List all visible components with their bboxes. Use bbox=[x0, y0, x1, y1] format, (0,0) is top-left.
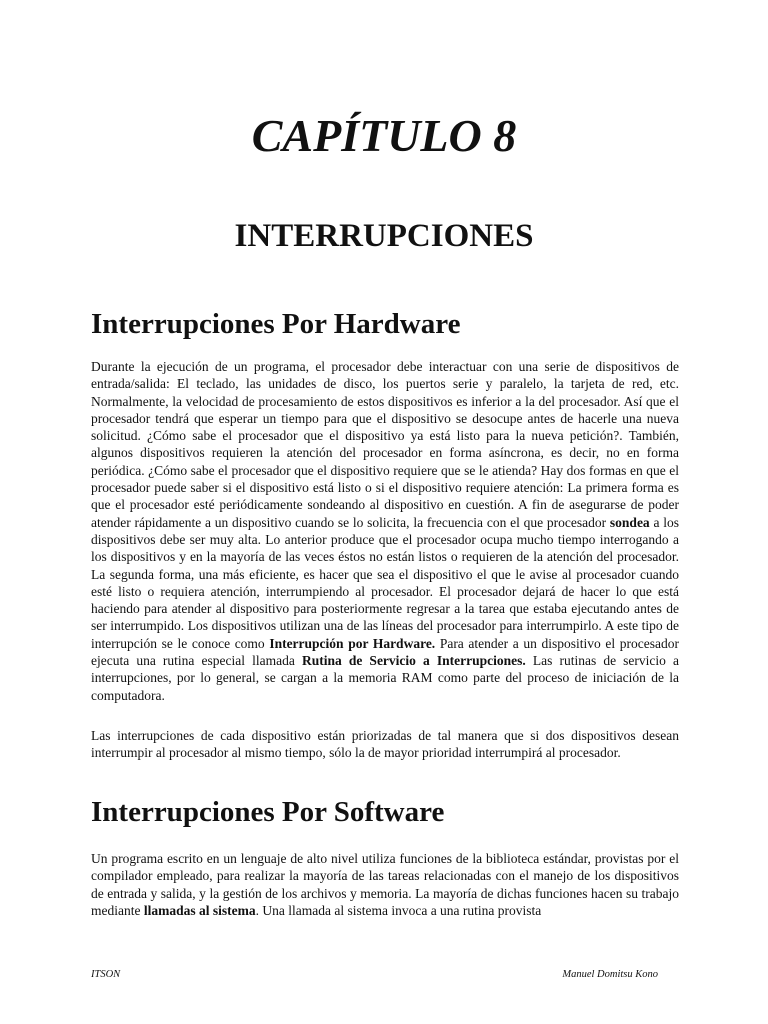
footer-left: ITSON bbox=[91, 969, 121, 980]
text-run: Durante la ejecución de un programa, el procesador debe interactuar con una serie de dispositivos de entrada/salida: El teclado, las unidades de disco, los puertos serie y paralelo, la tarjeta de red, etc. Normalmente, la velocidad de procesamiento de estos dispositivos es inferior a la del procesador. Así que el procesador tendrá que esperar un tiempo para que el dispositivo se desocupe antes de hacerle una nueva solicitud. ¿Cómo sabe el procesador que el dispositivo ya está listo para la nueva petición?. También, algunos dispositivos requieren la atención del procesador en forma asíncrona, es decir, no en forma periódica. ¿Cómo sabe el procesador que el dispositivo requiere que se le atienda? Hay dos formas en que el procesador puede saber si el dispositivo está listo o si el dispositivo requiere atención: La primera forma es que el procesador esté periódicamente sondeando al dispositivo en cuestión. A fin de asegurarse de poder atender rápidamente a un dispositivo cuando se lo solicita, la frecuencia con el que procesador bbox=[91, 359, 679, 530]
bold-term-interrupcion-hardware: Interrupción por Hardware. bbox=[269, 635, 436, 651]
text-run: a los dispositivos debe ser muy alta. Lo anterior produce que el procesador ocupa mucho tiempo interrogando a los dispositivos y en la mayoría de las veces éstos no están listos o requieren de la atención del procesador. La segunda forma, una más eficiente, es hacer que sea el dispositivo el que le avise al procesador cuando esté listo o requiera atención, interrumpiendo al procesador. El procesador dejará de hacer lo que está haciendo para atender al dispositivo para posteriormente regresar a la tarea que estaba ejecutando antes de ser interrumpido. Los dispositivos utilizan una de las líneas del procesador para interrumpirlo. A este tipo de interrupción se le conoce como bbox=[91, 514, 679, 651]
text-run: . Una llamada al sistema invoca a una rutina provista bbox=[255, 902, 542, 918]
chapter-title: CAPÍTULO 8 bbox=[251, 110, 517, 161]
paragraph-hardware-2: Las interrupciones de cada dispositivo están priorizadas de tal manera que si dos dispositivos desean interrumpir al procesador al mismo tiempo, sólo la de mayor prioridad interrumpirá al procesador. bbox=[91, 728, 679, 761]
footer-right: Manuel Domitsu Kono bbox=[562, 969, 658, 980]
text-run: Para atender a un dispositivo el procesador ejecuta una rutina especial llamada bbox=[91, 635, 679, 669]
section-heading-software: Interrupciones Por Software bbox=[91, 796, 445, 828]
paragraph-software-1 bbox=[91, 850, 679, 919]
bold-term-sondea: sondea bbox=[609, 514, 650, 530]
text-run: Un programa escrito en un lenguaje de alto nivel utiliza funciones de la biblioteca estándar, provistas por el compilador empleado, para realizar la mayoría de las tareas relacionadas con el manejo de los dispositivos de entrada y salida, y la gestión de los archivos y memoria. La mayoría de dichas funciones hacen su trabajo mediante bbox=[91, 851, 679, 918]
section-heading-hardware: Interrupciones Por Hardware bbox=[91, 308, 461, 340]
bold-term-rutina-servicio: Rutina de Servicio a Interrupciones. bbox=[301, 653, 526, 669]
paragraph-hardware-1 bbox=[91, 358, 679, 704]
bold-term-llamadas-sistema: llamadas al sistema bbox=[143, 902, 256, 918]
text-run: Las rutinas de servicio a interrupciones, por lo general, se cargan a la memoria RAM como parte del proceso de iniciación de la computadora. bbox=[91, 653, 680, 703]
topic-title: INTERRUPCIONES bbox=[234, 218, 534, 254]
